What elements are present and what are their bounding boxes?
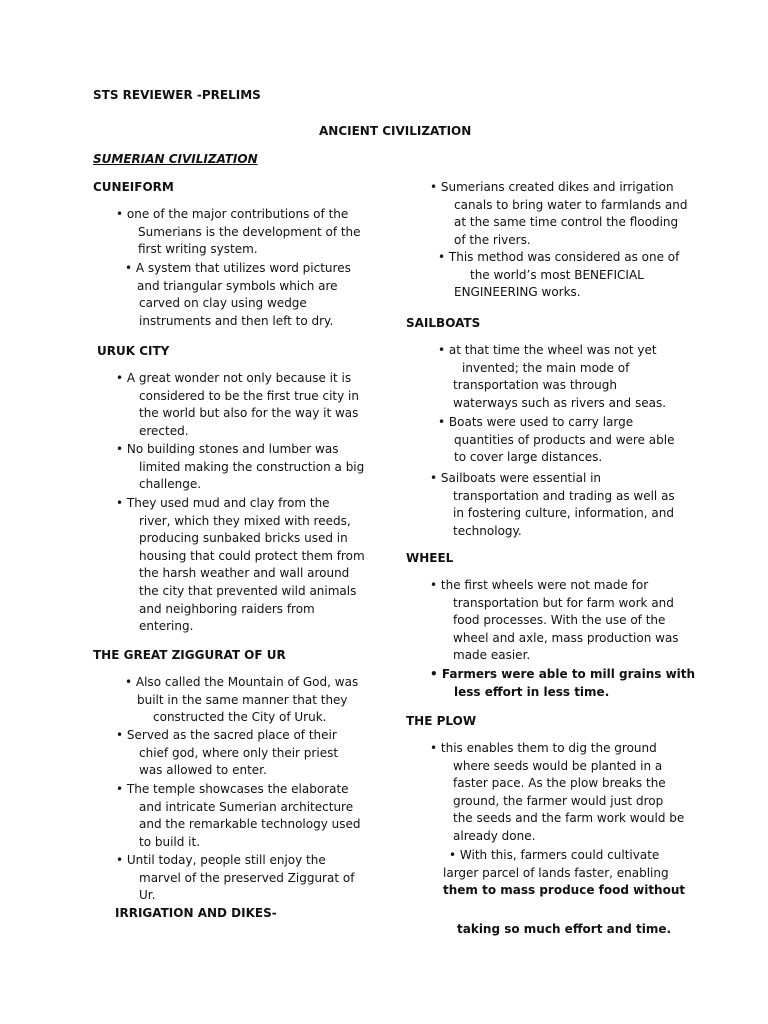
sailboats-bullet-1: • at that time the wheel was not yet invented; the main mode of transportation was through waterways such as rivers and seas.	[438, 343, 667, 410]
irrigation-bullet-2: • This method was considered as one of the world’s most BENEFICIAL ENGINEERING works.	[438, 250, 680, 300]
cuneiform-bullet-2: • A system that utilizes word pictures and triangular symbols which are carved on clay using wedge instruments and then left to dry.	[125, 261, 351, 328]
sailboats-title: SAILBOATS	[406, 316, 481, 330]
irrigation-title: IRRIGATION AND DIKES-	[115, 906, 277, 920]
wheel-bullet-2: • Farmers were able to mill grains with less effort in less time.	[430, 667, 696, 699]
sailboats-bullet-2: • Boats were used to carry large quantities of products and were able to cover large distances.	[438, 415, 675, 465]
irrigation-bullet-1: • Sumerians created dikes and irrigation canals to bring water to farmlands and at the same time control the flooding of the rivers.	[430, 180, 688, 247]
sailboats-bullet-3: • Sailboats were essential in transportation and trading as well as in fostering culture, information, and technology.	[430, 471, 675, 538]
ziggurat-bullet-4: • Until today, people still enjoy the marvel of the preserved Ziggurat of Ur.	[116, 853, 355, 903]
document-title: STS REVIEWER -PRELIMS	[93, 88, 261, 102]
uruk-bullet-3: • They used mud and clay from the river, which they mixed with reeds, producing sunbaked bricks used in housing that could protect them from the harsh weather and wall around the city that prevented wild animals and neighboring raiders from entering.	[116, 496, 365, 634]
plow-closing-line: taking so much effort and time.	[457, 922, 672, 936]
cuneiform-title: CUNEIFORM	[93, 180, 174, 194]
ziggurat-bullet-2: • Served as the sacred place of their chief god, where only their priest was allowed to enter.	[116, 728, 339, 778]
section-heading: ANCIENT CIVILIZATION	[319, 124, 472, 138]
plow-bullet-1: • this enables them to dig the ground where seeds would be planted in a faster pace. As the plow breaks the ground, the farmer would just drop the seeds and the farm work would be already done.	[430, 741, 685, 843]
ziggurat-bullet-3: • The temple showcases the elaborate and intricate Sumerian architecture and the remarkable technology used to build it.	[116, 782, 361, 849]
plow-title: THE PLOW	[406, 714, 477, 728]
uruk-title: URUK CITY	[97, 344, 170, 358]
plow-bullet-2: • With this, farmers could cultivate larger parcel of lands faster, enabling them to mass produce food without	[443, 848, 686, 898]
wheel-bullet-1: • the first wheels were not made for transportation but for farm work and food processes. With the use of the wheel and axle, mass production was made easier.	[430, 578, 679, 663]
wheel-title: WHEEL	[406, 551, 454, 565]
ziggurat-bullet-1: • Also called the Mountain of God, was built in the same manner that they constructed the City of Uruk.	[125, 675, 359, 725]
uruk-bullet-2: • No building stones and lumber was limited making the construction a big challenge.	[116, 442, 365, 492]
uruk-bullet-1: • A great wonder not only because it is considered to be the first true city in the world but also for the way it was erected.	[116, 371, 359, 438]
subheading: SUMERIAN CIVILIZATION	[93, 152, 258, 166]
cuneiform-bullet-1: • one of the major contributions of the Sumerians is the development of the first writing system.	[116, 207, 361, 257]
ziggurat-title: THE GREAT ZIGGURAT OF UR	[93, 648, 286, 662]
